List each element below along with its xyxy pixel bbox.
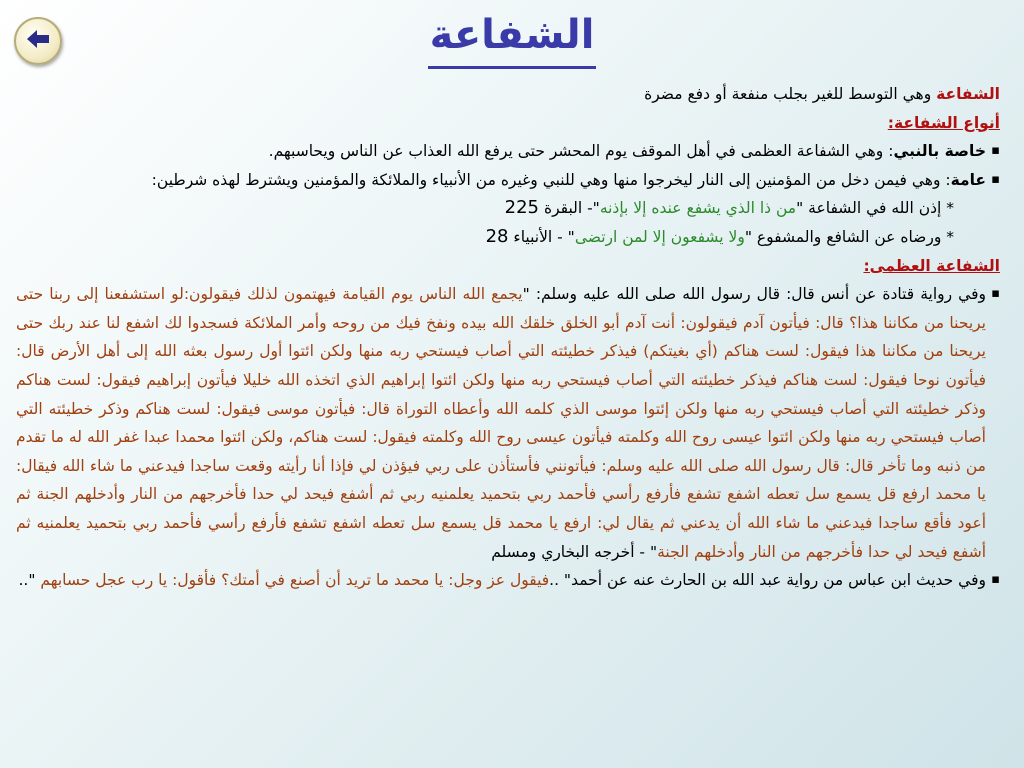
hadith-source: ".. (18, 571, 41, 590)
hadith-intro: وفي حديث ابن عباس من رواية عبد الله بن الحارث عنه عن أحمد" .. (549, 571, 986, 590)
hadith-source: " - أخرجه البخاري ومسلم (491, 542, 658, 561)
types-list (16, 137, 1000, 194)
list-item (16, 137, 986, 166)
main-content (16, 80, 1000, 595)
condition-item: * إذن الله في الشفاعة "من ذا الذي يشفع عنده إلا بإذنه"- البقرة 225 (504, 197, 954, 219)
hadith-body: فيقول عز وجل: يا محمد ما تريد أن أصنع في أمتك؟ فأقول: يا رب عجل حسابهم (40, 571, 550, 590)
types-heading: أنواع الشفاعة: (887, 113, 1000, 132)
type-term: عامة (950, 170, 986, 189)
hadith-intro: وفي رواية قتادة عن أنس قال: قال رسول الله صلى الله عليه وسلم: " (522, 285, 986, 304)
type-term: خاصة بالنبي (893, 142, 986, 161)
verse-number: 225 (504, 197, 540, 219)
quran-verse: من ذا الذي يشفع عنده إلا بإذنه (599, 199, 797, 218)
definition (16, 80, 1000, 109)
page-title: الشفاعة (0, 4, 1024, 69)
greater-heading: الشفاعة العظمى: (863, 256, 1000, 275)
definition-term: الشفاعة (936, 85, 1000, 103)
verse-number: 28 (485, 225, 509, 247)
list-item (16, 280, 986, 566)
condition-item: * ورضاه عن الشافع والمشفوع "ولا يشفعون إلا لمن ارتضى" - الأنبياء 28 (485, 225, 954, 247)
hadith-body: يجمع الله الناس يوم القيامة فيهتمون لذلك فيقولون:لو استشفعنا إلى ربنا حتى يريحنا من مكاننا هذا؟ قال: فيأتون آدم فيقولون: أنت آدم أبو الخلق خلقك الله بيده ونفخ فيك من روحه وأمر الملائكة فسجدوا لك اشفع لنا عند ربك حتى يريحنا من مكاننا هذا فيقول: لست هناكم (أي بغيتكم) فيذكر خطيئته التي أصاب فيستحي ربه منها ولكن ائتوا أول رسول بعثه الله إلى أهل الأرض قال: فيأتون نوحا فيقول: لست هناكم فيذكر خطيئته التي أصاب فيستحي ربه منها ولكن ائتوا إبراهيم الذي اتخذه الله خليلا فيأتون إبراهيم فيقول: لست هناكم وذكر خطيئته التي أصاب فيستحي ربه منها ولكن إئتوا موسى الذي كلمه الله وأعطاه التوراة قال: فيأتون موسى فيقول: لست هناكم وذكر خطيئته التي أصاب فيستحي ربه منها ولكن ائتوا عيسى روح الله وكلمته فيأتون عيسى روح الله وكلمته فيقول: لست هناكم، ولكن ائتوا محمدا عبدا غفر الله له ما تقدم من ذنبه وما تأخر قال: قال رسول الله صلى الله عليه وسلم: فيأتونني فأستأذن على ربي فيؤذن لي فإذا أنا رأيته وقعت ساجدا فيدعني ما شاء الله فيقال: يا محمد ارفع قل يسمع سل تعطه اشفع تشفع فأرفع رأسي فأحمد ربي بتحميد يعلمنيه ربي ثم أشفع فيحد لي حدا فأخرجهم من النار وأدخلهم الجنة ثم أعود فأقع ساجدا فيدعني ما شاء الله أن يدعني ثم يقال لي: ارفع يا محمد قل يسمع سل تعطه اشفع تشفع فأرفع رأسي فأحمد ربي بتحميد يعلمنيه ثم أشفع فيحد لي حدا فأخرجهم من النار وأدخلهم الجنة (16, 285, 986, 561)
list-item (16, 166, 986, 195)
list-item (16, 566, 986, 595)
type-text: : وهي الشفاعة العظمى في أهل الموقف يوم المحشر حتى يرفع الله العذاب عن الناس ويحاسبهم. (268, 142, 894, 161)
quran-verse: ولا يشفعون إلا لمن ارتضى (574, 227, 745, 246)
type-text: : وهي فيمن دخل من المؤمنين إلى النار ليخرجوا منها وهي للنبي وغيره من الأنبياء والملائكة والمؤمنين ويشترط لهذه شرطين: (151, 170, 951, 189)
hadith-list (16, 280, 1000, 595)
definition-text: وهي التوسط للغير بجلب منفعة أو دفع مضرة (644, 85, 937, 103)
